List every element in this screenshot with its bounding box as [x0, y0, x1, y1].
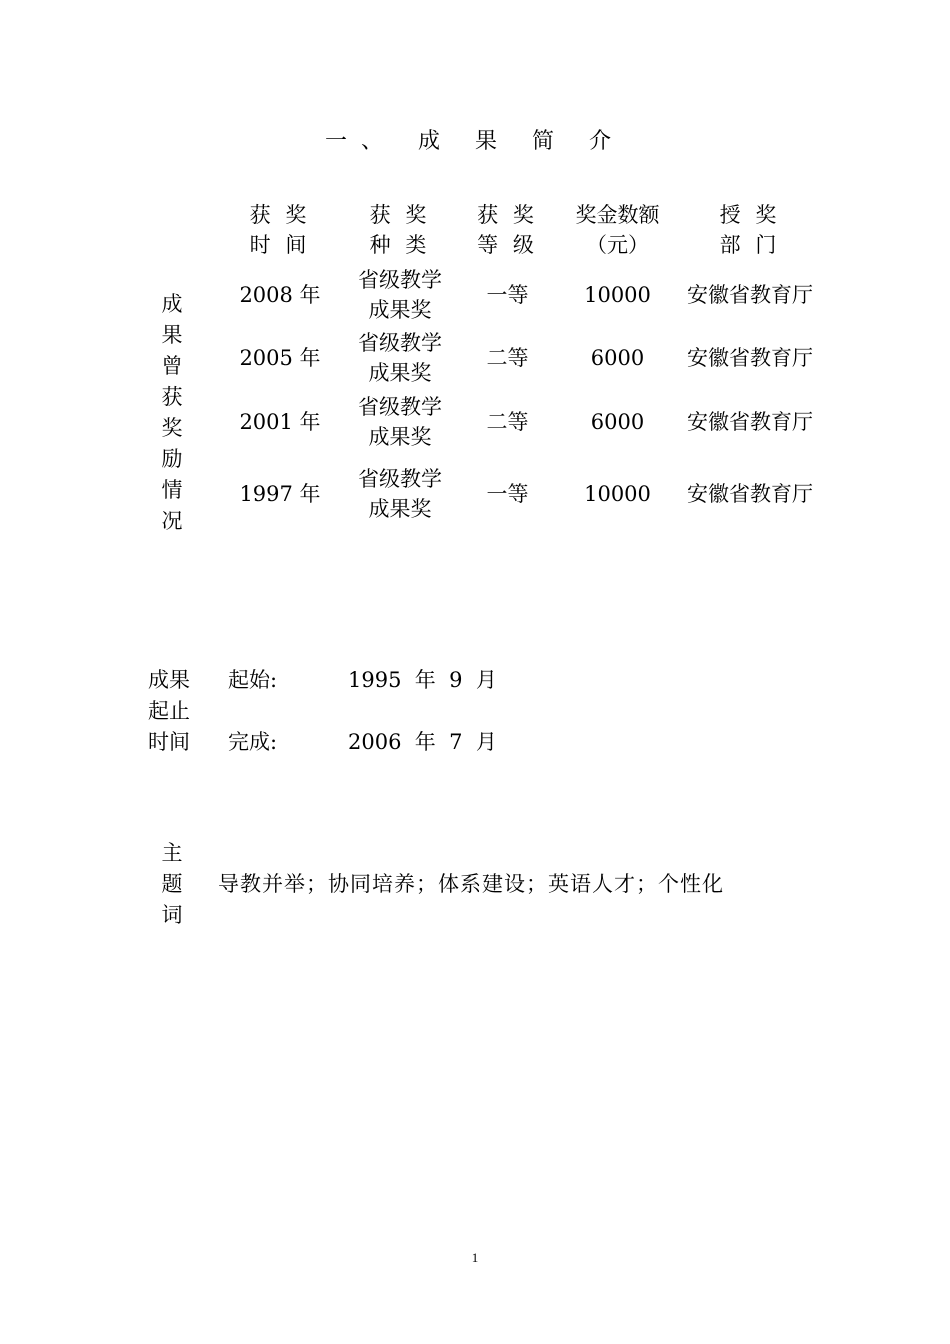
table-row-4-dept: 安徽省教育厅: [687, 482, 813, 506]
header-type: 获 奖 种 类: [369, 203, 431, 257]
table-row-4-level: 一等: [486, 482, 529, 506]
table-row-1-amount: 10000: [584, 283, 651, 307]
page-number: 1: [471, 1250, 479, 1265]
page-title: 一、 成 果 简 介: [325, 129, 625, 154]
header-time: 获 奖 时 间: [249, 203, 311, 257]
start-label: 起始:: [228, 668, 278, 692]
table-row-4-time: 1997 年: [239, 482, 321, 506]
end-label: 完成:: [228, 730, 278, 754]
table-row-3-level: 二等: [486, 410, 529, 434]
start-value: 1995 年 9 月: [348, 668, 497, 692]
header-amount: 奖金数额 （元）: [575, 203, 660, 257]
period-label: 成果 起止 时间: [148, 668, 190, 754]
table-row-2-level: 二等: [486, 346, 529, 370]
header-level: 获 奖 等 级: [477, 203, 538, 257]
table-row-3-type: 省级教学 成果奖: [358, 395, 442, 449]
table-row-3-dept: 安徽省教育厅: [687, 410, 813, 434]
table-row-1-type: 省级教学 成果奖: [358, 268, 442, 322]
table-row-2-amount: 6000: [590, 346, 645, 370]
table-row-3-time: 2001 年: [239, 410, 321, 434]
table-row-1-dept: 安徽省教育厅: [687, 283, 813, 307]
awards-side-label: 成果曾获奖励情况: [161, 292, 183, 533]
table-row-3-amount: 6000: [590, 410, 645, 434]
keywords-value: 导教并举；协同培养；体系建设；英语人才；个性化: [218, 872, 724, 896]
table-row-4-type: 省级教学 成果奖: [358, 467, 442, 521]
end-value: 2006 年 7 月: [348, 730, 497, 754]
header-dept: 授 奖 部 门: [719, 203, 781, 257]
table-row-1-level: 一等: [486, 283, 529, 307]
table-row-1-time: 2008 年: [239, 283, 321, 307]
table-row-2-time: 2005 年: [239, 346, 321, 370]
table-row-4-amount: 10000: [584, 482, 651, 506]
table-row-2-dept: 安徽省教育厅: [687, 346, 813, 370]
table-row-2-type: 省级教学 成果奖: [358, 331, 442, 385]
keywords-label: 主题词: [161, 841, 183, 927]
